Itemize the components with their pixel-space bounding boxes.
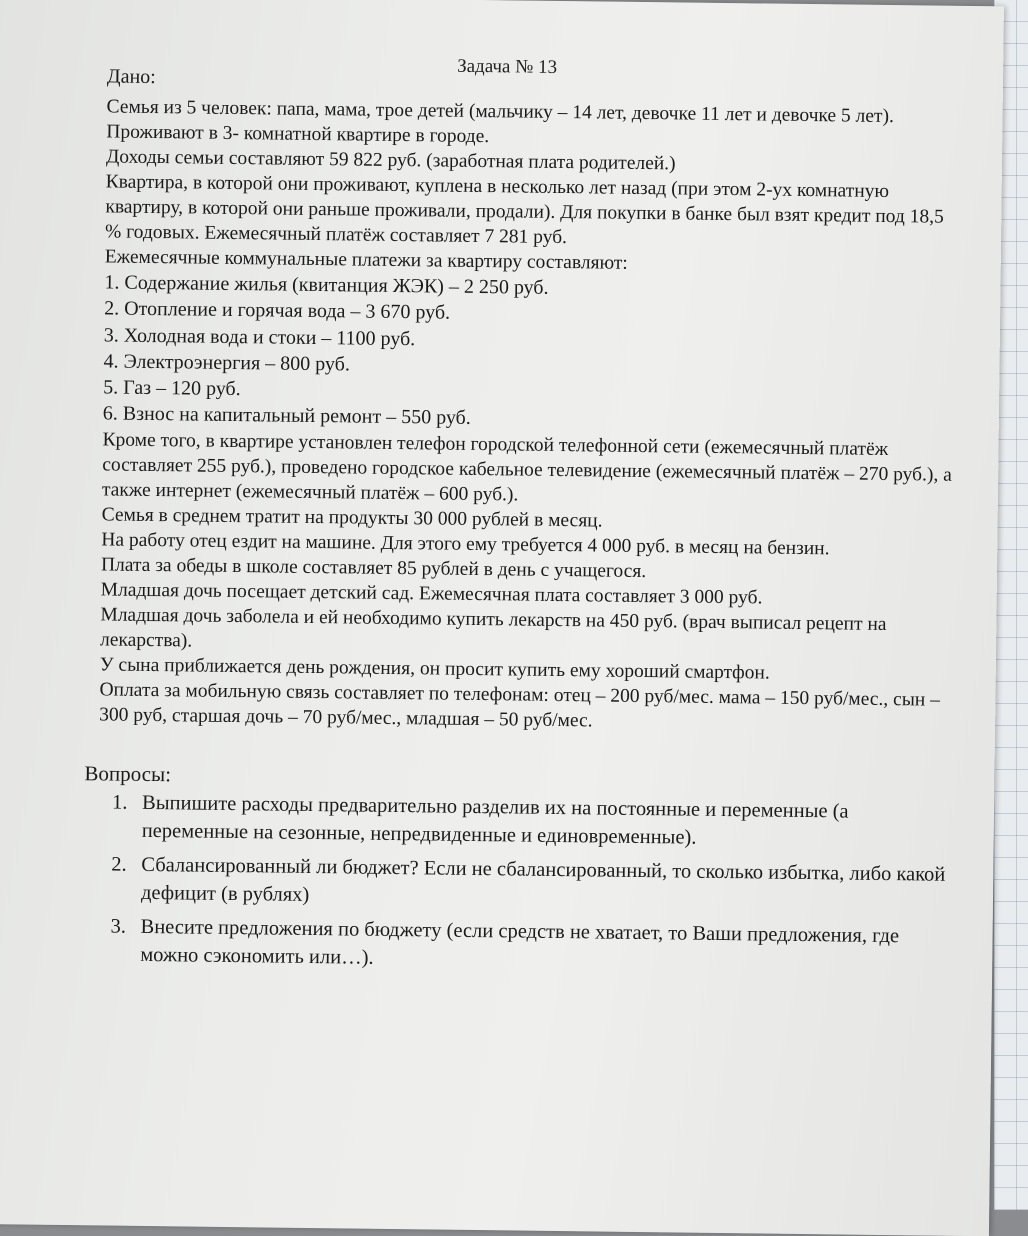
medicine-expenses: Младшая дочь заболела и ей необходимо купить лекарств на 450 руб. (врач выписал рецепт на лекарства). (99, 604, 887, 652)
utilities-heading: Ежемесячные коммунальные платежи за квартиру составляют: (104, 246, 628, 274)
question-item (110, 912, 947, 978)
family-income: Доходы семьи составляют 59 822 руб. (заработная плата родителей.) (105, 146, 676, 175)
apartment-credit: Квартира, в которой они проживают, куплена в несколько лет назад (при этом 2-ух комнатную квартиру, в которой они раньше проживали, продали). Для покупки в банке был взят кредит под 18,5 % годовых. Ежемесячный платёж составляет 7 281 руб. (104, 171, 944, 249)
utility-item: 5. Газ – 120 руб. (103, 376, 241, 401)
document-content (84, 55, 957, 984)
question-number: 3. (110, 915, 127, 938)
question-item (112, 788, 949, 854)
mobile-expenses: Оплата за мобильную связь составляет по телефонам: отец – 200 руб/мес. мама – 150 руб/мес., сын – 300 руб, старшая дочь – 70 руб/мес., младшая – 50 руб/мес. (99, 679, 941, 732)
question-item (111, 850, 948, 916)
task-title: Задача № 13 (457, 55, 558, 78)
given-label: Дано: (106, 65, 156, 89)
utility-item: 4. Электроэнергия – 800 руб. (103, 350, 351, 376)
utility-item: 1. Содержание жилья (квитанция ЖЭК) – 2 250 руб. (104, 271, 549, 299)
question-number: 2. (111, 853, 127, 876)
telecom-expenses: Кроме того, в квартире установлен телефон городской телефонной сети (ежемесячный платёж составляет 255 руб.), проведено городское кабельное телевидение (ежемесячный платёж – 270 руб.), а также интернет (ежемесячный платёж – 600 руб.). (101, 429, 952, 506)
fuel-expenses: На работу отец ездит на машине. Для этого ему требуется 4 000 руб. в месяц на бензин. (101, 529, 830, 560)
question-text: Внесите предложения по бюджету (если средств не хватает, то Ваши предложения, где можно сэкономить или…). (140, 915, 900, 969)
food-expenses: Семья в среднем тратит на продукты 30 000 рублей в месяц. (101, 504, 603, 532)
utility-item: 6. Взнос на капитальный ремонт – 550 руб. (102, 402, 471, 430)
birthday-note: У сына приближается день рождения, он просит купить ему хороший смартфон. (99, 654, 770, 684)
school-lunch-expenses: Плата за обеды в школе составляет 85 рублей в день с учащегося. (100, 554, 647, 582)
question-list (110, 788, 948, 978)
question-number: 1. (111, 791, 128, 814)
utility-item: 3. Холодная вода и стоки – 1100 руб. (103, 324, 416, 350)
questions-label: Вопросы: (84, 760, 172, 787)
family-description: Семья из 5 человек: папа, мама, трое детей (мальчику – 14 лет, девочке 11 лет и девочке 5 лет). Проживают в 3- комнатной квартире в городе. (106, 96, 895, 148)
utility-list (103, 269, 955, 437)
utility-item: 2. Отопление и горячая вода – 3 670 руб. (104, 297, 451, 324)
question-text: Выпишите расходы предварительно разделив их на постоянные и переменные (а переменные на сезонные, непредвиденные и единовременные). (141, 791, 849, 849)
question-text: Сбалансированный ли бюджет? Если не сбалансированный, то сколько избытка, либо какой дефицит (в рублях) (140, 853, 946, 906)
kindergarten-expenses: Младшая дочь посещает детский сад. Ежемесячная плата составляет 3 000 руб. (100, 579, 763, 609)
